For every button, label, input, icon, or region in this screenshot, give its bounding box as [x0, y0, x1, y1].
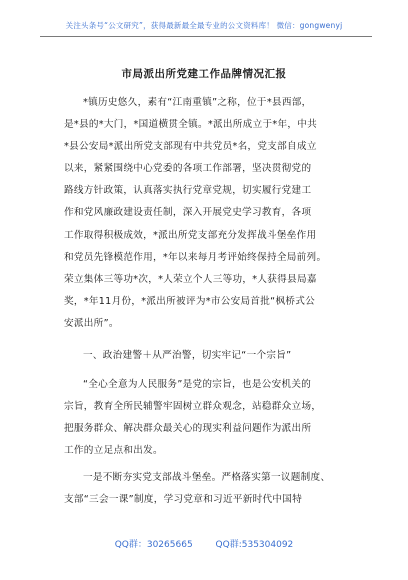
text-line: 把服务群众、解决群众最关心的现实利益问题作为派出所	[64, 423, 312, 435]
section-heading-text: 一、政治建警＋从严治警，切实牢记“一个宗旨”	[83, 350, 292, 361]
text-line: 工作的立足点和出发。	[64, 445, 163, 457]
footer-qq-group-2: QQ群:535304092	[215, 540, 294, 550]
paragraph-purpose	[64, 374, 348, 462]
text-line: *县公安局*派出所党支部现有中共党员*名，党支部自成立	[64, 141, 317, 153]
paragraph-intro-text	[64, 92, 348, 335]
footer-contacts	[0, 537, 408, 550]
text-line: 是*县的*大门，*国道横贯全镇。*派出所成立于*年，中共	[64, 119, 318, 131]
header-divider	[40, 36, 372, 37]
text-line: 作和党风廉政建设责任制，深入开展党史学习教育，各项	[64, 207, 312, 219]
text-line: “全心全意为人民服务”是党的宗旨，也是公安机关的	[83, 379, 312, 390]
document-title: 市局派出所党建工作品牌情况汇报	[121, 68, 287, 80]
paragraph-point-one-text	[64, 467, 348, 511]
section-heading	[64, 345, 348, 367]
paragraph-intro	[64, 92, 348, 335]
header-note: 关注头条号“公文研究”，获得最新最全最专业的公文资料库！ 微信：gongwenyj	[65, 21, 343, 30]
text-line: *镇历史悠久，素有“江南重镇”之称，位于*县西部，	[83, 97, 312, 108]
text-line: 荣立集体三等功*次，*人荣立个人三等功，*人获得县局嘉	[64, 273, 317, 285]
text-line: 以来，紧紧围绕中心党委的各项工作部署，坚决贯彻党的	[64, 163, 312, 175]
paragraph-point-one	[64, 467, 348, 511]
text-line: 奖，*年11月份，*派出所被评为*市公安局首批“枫桥式公	[64, 295, 316, 307]
text-line: 安派出所”。	[64, 317, 119, 329]
text-line: 工作取得积极成效，*派出所党支部充分发挥战斗堡垒作用	[64, 229, 317, 241]
text-line: 支部“三会一课”制度，学习党章和习近平新时代中国特	[64, 494, 303, 506]
text-line: 一是不断夯实党支部战斗堡垒。严格落实第一议题制度、	[83, 472, 331, 483]
footer-qq-group-1: QQ群：30265665	[114, 540, 193, 550]
text-line: 宗旨，教育全所民辅警牢固树立群众观念，站稳群众立场，	[64, 401, 322, 413]
text-line: 和党员先锋模范作用，*年以来每月考评始终保持全局前列。	[64, 251, 327, 263]
paragraph-purpose-text	[64, 374, 348, 462]
text-line: 路线方针政策，认真落实执行党章党规，切实履行党建工	[64, 185, 312, 197]
